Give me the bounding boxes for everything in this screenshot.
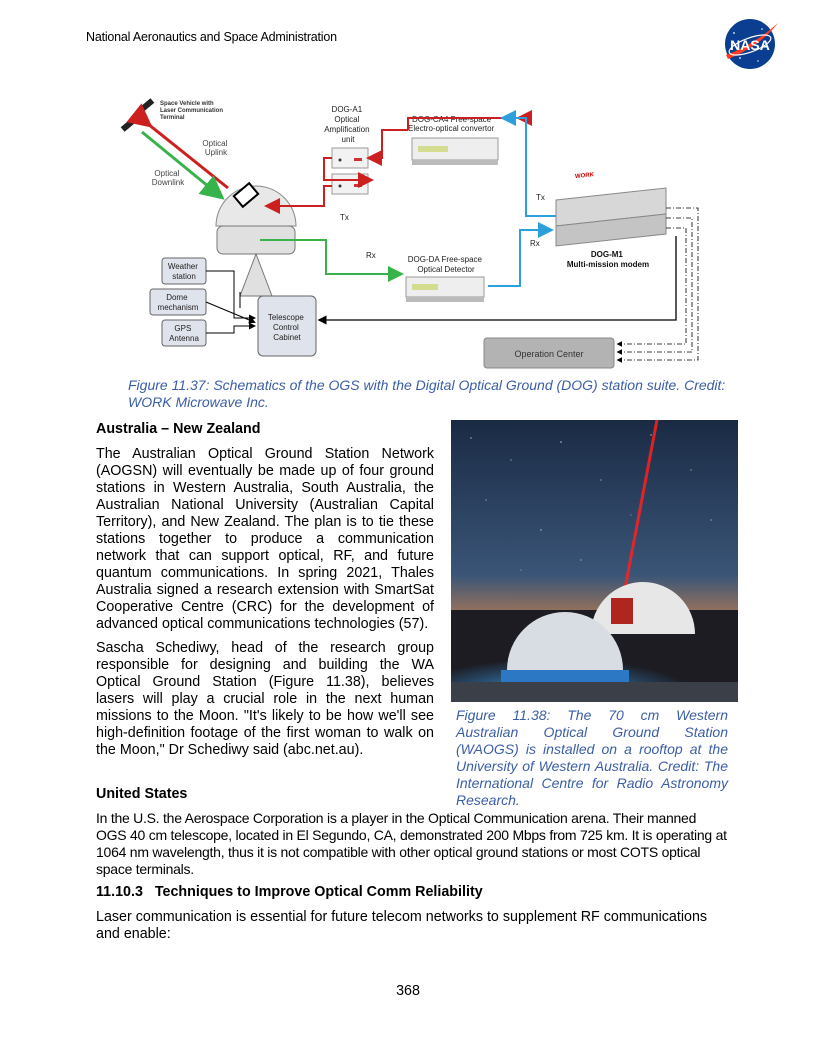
optical-uplink-label: Optical Uplink bbox=[202, 139, 228, 157]
waogs-photo bbox=[451, 420, 738, 702]
united-states-heading: United States bbox=[96, 786, 188, 802]
dog-ca4-label: DOG-CA4 Free-space Electro-optical convertor bbox=[408, 115, 495, 133]
nasa-logo bbox=[722, 17, 780, 71]
figure-11-38-caption: Figure 11.38: The 70 cm Western Australian Optical Ground Station (WAOGS) is installed on a rooftop at the University of Western Australia. Credit: The International Centre for Radio Astronomy Research. bbox=[456, 707, 728, 808]
dog-ca4-converter-unit bbox=[412, 138, 498, 165]
section-paragraph: Laser communication is essential for future telecom networks to supplement RF communications and enable: bbox=[96, 909, 708, 942]
ogs-schematic-diagram bbox=[110, 96, 710, 372]
dog-m1-label: DOG-M1 Multi-mission modem bbox=[566, 250, 650, 269]
rx-modem-arrow bbox=[488, 230, 550, 286]
rx-right-label: Rx bbox=[530, 239, 540, 248]
optical-downlink-label: Optical Downlink bbox=[151, 169, 185, 187]
dog-a1-label: DOG-A1 Optical Amplification unit bbox=[324, 105, 370, 144]
section-heading: 11.10.3 Techniques to Improve Optical Comm Reliability bbox=[96, 884, 483, 900]
dog-da-detector-unit bbox=[406, 277, 484, 302]
dog-da-label: DOG-DA Free-space Optical Detector bbox=[407, 255, 483, 274]
page-number: 368 bbox=[396, 983, 420, 999]
header-agency-name: National Aeronautics and Space Administration bbox=[86, 30, 337, 44]
dome-mechanism-box bbox=[150, 289, 206, 315]
gps-antenna-box bbox=[162, 320, 206, 346]
australia-heading: Australia – New Zealand bbox=[96, 421, 261, 437]
australia-paragraph-1: The Australian Optical Ground Station Network (AOGSN) will eventually be made up of four ground stations in Western Australia, South Australia, the Australian National University (Australian Capital Territory), and New Zealand. The plan is to tie these stations together to produce a communication network that can support optical, RF, and future quantum communications. In spring 2021, Thales Australia signed a research extension with SmartSat Cooperative Centre (CRC) for the development of advanced optical communications technologies (57). bbox=[96, 446, 434, 632]
figure-11-37-caption: Figure 11.37: Schematics of the OGS with the Digital Optical Ground (DOG) station suite. Credit: WORK Microwave Inc. bbox=[128, 377, 726, 410]
dog-m1-modem-unit bbox=[556, 167, 666, 246]
rx-mid-label: Rx bbox=[366, 251, 376, 260]
svg-text:Telescope Control: Telescope Control Cabinet bbox=[267, 313, 304, 342]
svg-text:Weather station: Weather station bbox=[167, 262, 198, 281]
australia-paragraph-2: Sascha Schediwy, head of the research group responsible for designing and building the WA Optical Ground Station (Figure 11.38), believes lasers will play a crucial role in the next human missions to the Moon. "It's likely to be how we'll see high-definition footage of the first woman to walk on the Moon," Dr Schediwy said (abc.net.au). bbox=[96, 640, 434, 758]
dog-a1-amplifier-unit bbox=[332, 148, 368, 194]
work-logo-text: WORK bbox=[575, 172, 594, 181]
united-states-paragraph: In the U.S. the Aerospace Corporation is a player in the Optical Communication arena. Their manned OGS 40 cm telescope, located in El Segundo, CA, demonstrated 200 Mbps from 725 km. It is operating at 1064 nm wavelength, thus it is not compatible with other optical ground stations or most COTS optical space terminals. bbox=[96, 810, 727, 877]
tx-converter-arrow bbox=[504, 118, 556, 216]
svg-text:GPS Antenna: GPS Antenna bbox=[169, 324, 199, 343]
tx-left-label: Tx bbox=[340, 213, 349, 222]
svg-text:Operation Center: Operation Center bbox=[514, 349, 584, 359]
telescope-control-cabinet-box bbox=[258, 296, 316, 356]
nasa-logo-text: NASA bbox=[730, 37, 770, 53]
space-vehicle-label: Space Vehicle with Laser Communication Terminal bbox=[160, 101, 224, 121]
operation-center-box bbox=[484, 338, 614, 368]
svg-text:Dome mechanism: Dome mechanism bbox=[157, 293, 199, 312]
weather-station-box bbox=[162, 258, 206, 284]
tx-right-label: Tx bbox=[536, 193, 545, 202]
